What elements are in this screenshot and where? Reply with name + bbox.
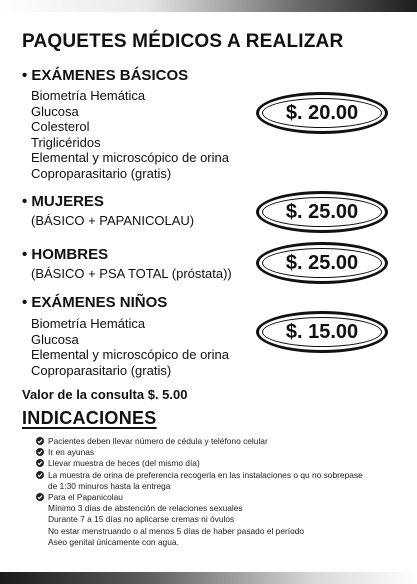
price-badge-hombres: $. 25.00 [256, 242, 388, 284]
check-circle-icon [36, 448, 44, 456]
page-title: PAQUETES MÉDICOS A REALIZAR [22, 31, 344, 52]
bottom-decorative-bar [0, 572, 417, 584]
list-item: Glucosa [31, 331, 79, 347]
list-hombres [31, 266, 232, 282]
section-heading-ninos: • EXÁMENES NIÑOS [22, 294, 168, 311]
section-heading-mujeres: • MUJERES [22, 193, 104, 210]
check-circle-icon [36, 493, 44, 501]
indicacion-item [36, 526, 363, 537]
list-item: Coproparasitario (gratis) [31, 362, 172, 378]
list-mujeres [31, 213, 194, 229]
indicacion-text: Aseo genital únicamente con agua. [48, 536, 179, 547]
indicacion-text: de 1:30 minuros hasta la entrega [48, 480, 171, 491]
top-decorative-bar [0, 0, 417, 12]
list-item: (BÁSICO + PSA TOTAL (próstata)) [31, 266, 232, 281]
indicaciones-list [36, 436, 363, 548]
indicacion-text: Llevar muestra de heces (del mismo día) [48, 458, 200, 469]
list-item: Glucosa [31, 103, 79, 119]
indicacion-text: Pacientes deben llevar número de cédula y teléfono celular [48, 436, 268, 446]
indicacion-text: Para el Papanicolau [48, 492, 123, 503]
list-item: (BÁSICO + PAPANICOLAU) [31, 213, 195, 228]
indicacion-item [36, 436, 363, 447]
indicacion-item [36, 537, 363, 548]
indicacion-text: No estar menstruando o al menos 5 días de haber pasado el período [48, 525, 305, 536]
price-badge-ninos: $. 15.00 [256, 311, 388, 353]
indicacion-item [36, 481, 363, 492]
indicacion-item [36, 503, 363, 514]
price-badge-mujeres: $. 25.00 [256, 191, 388, 233]
indicacion-text: La muestra de orina de preferencia recogerla en las instalaciones o qu no sobrepase [48, 469, 363, 480]
indicacion-item [36, 514, 363, 525]
section-heading-basicos: • EXÁMENES BÁSICOS [22, 67, 189, 84]
check-circle-icon [36, 437, 44, 445]
indicacion-item [36, 458, 363, 469]
list-item: Elemental y microscópico de orina [31, 150, 229, 165]
indicaciones-title: INDICACIONES [22, 408, 157, 428]
indicacion-item [36, 492, 363, 503]
section-heading-hombres: • HOMBRES [22, 246, 109, 263]
indicacion-text: Durante 7 a 15 días no aplicarse cremas ni óvulos [48, 514, 235, 525]
list-item: Colesterol [31, 119, 90, 134]
list-ninos [31, 316, 229, 378]
check-circle-icon [36, 459, 44, 467]
list-item: Coproparasitario (gratis) [31, 165, 172, 181]
list-item: Biometría Hemática [31, 316, 146, 331]
consultation-price: Valor de la consulta $. 5.00 [22, 387, 188, 402]
indicacion-text: Ir en ayunas [48, 447, 95, 458]
list-basicos [31, 88, 229, 181]
list-item: Biometría Hemática [31, 88, 146, 103]
indicacion-item [36, 447, 363, 458]
list-item: Triglicéridos [31, 134, 101, 150]
indicacion-item [36, 470, 363, 481]
indicacion-text: Mínimo 3 días de abstención de relaciones sexuales [48, 503, 243, 514]
price-badge-basicos: $. 20.00 [256, 92, 388, 134]
list-item: Elemental y microscópico de orina [31, 347, 229, 362]
check-circle-icon [36, 471, 44, 479]
